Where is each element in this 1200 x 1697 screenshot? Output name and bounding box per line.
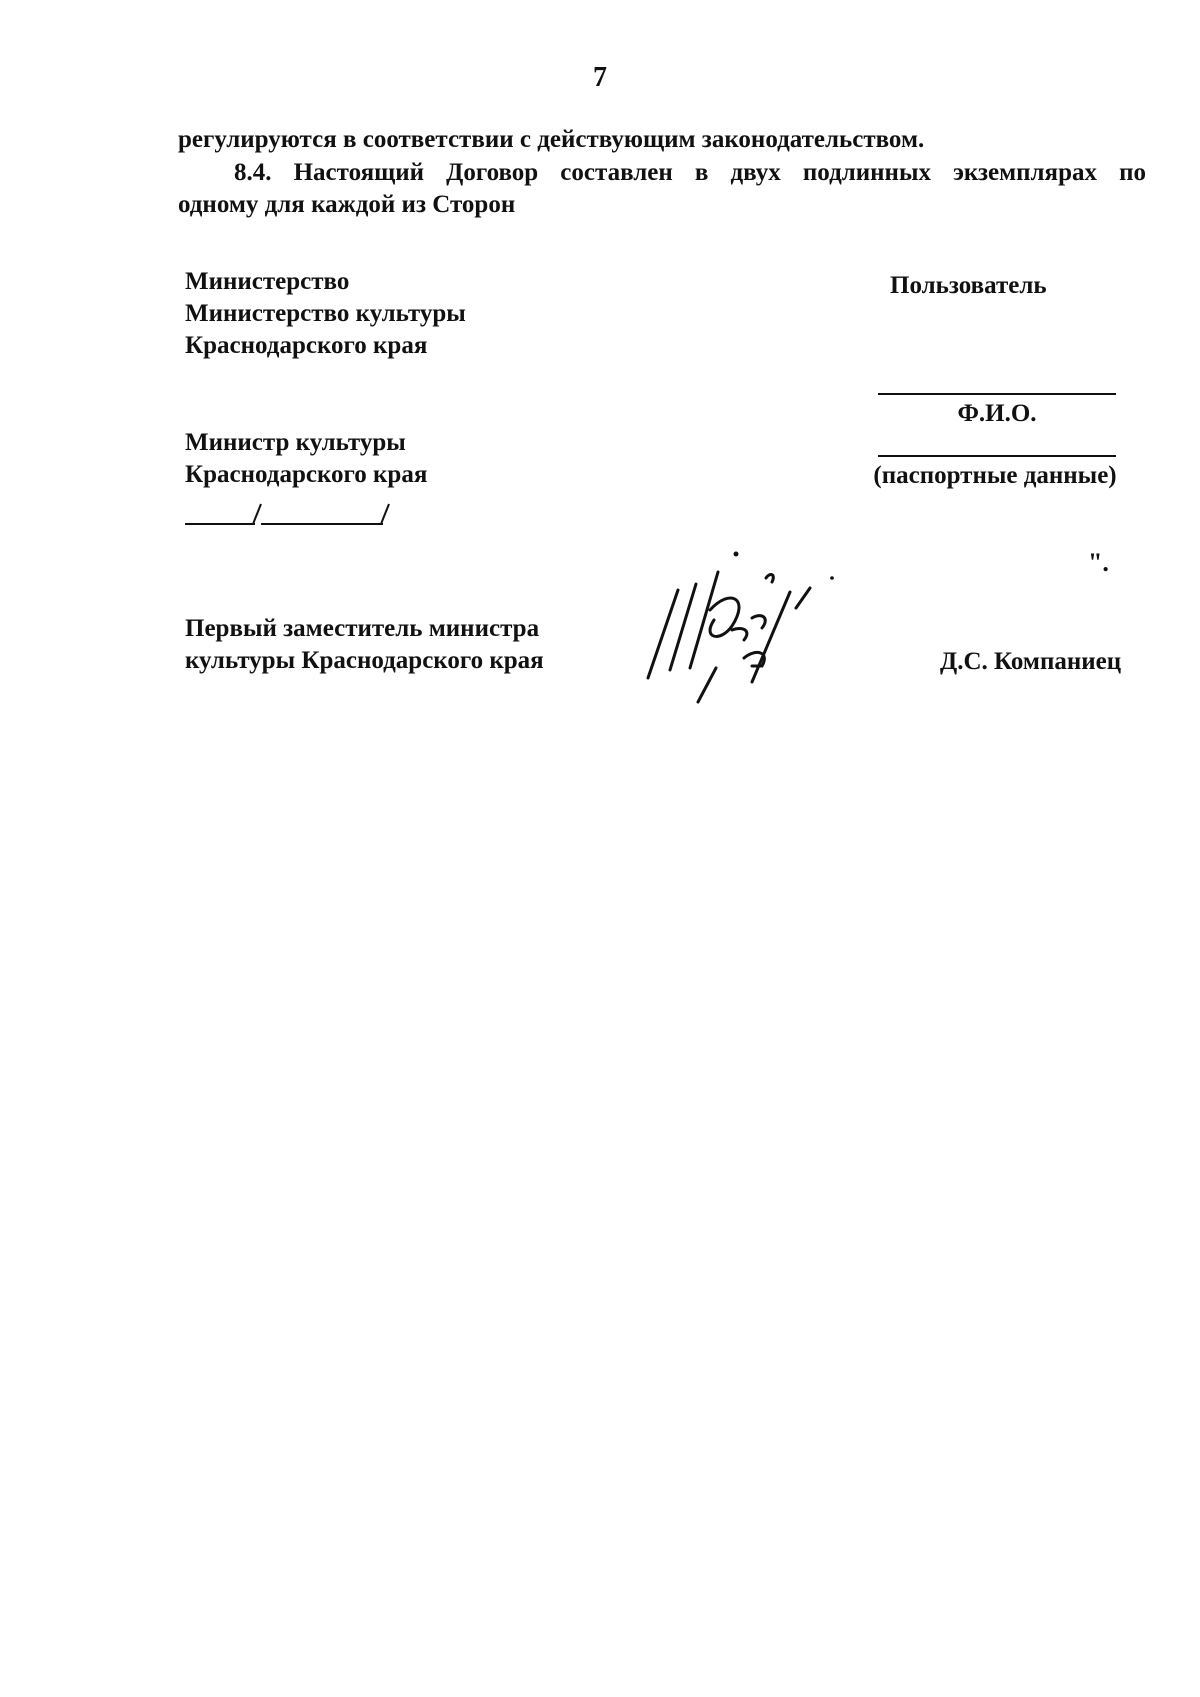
- handwritten-signature: [640, 548, 840, 708]
- fio-label: Ф.И.О.: [957, 400, 1037, 427]
- minister-title-line-2: Краснодарского края: [185, 461, 428, 488]
- passport-label: (паспортные данные): [873, 462, 1117, 489]
- deputy-title-line-2: культуры Краснодарского края: [185, 647, 544, 674]
- minister-title-line-1: Министр культуры: [185, 429, 406, 456]
- deputy-name: Д.С. Компаниец: [940, 648, 1122, 675]
- clause-8-4: 8.4. Настоящий Договор составлен в двух подлинных экземплярах по: [234, 159, 1146, 186]
- user-party-block: [890, 270, 1047, 302]
- user-label: Пользователь: [890, 272, 1047, 299]
- minister-block: [185, 427, 427, 491]
- ministry-party-block: [185, 266, 466, 362]
- fio-signature-rule: [878, 393, 1116, 395]
- body-line-1: регулируются в соответствии с действующим законодательством.: [178, 126, 925, 153]
- passport-signature-rule: [878, 455, 1116, 457]
- ministry-name-line-2: Краснодарского края: [185, 332, 428, 359]
- closing-mark: ".: [1088, 548, 1109, 577]
- ministry-label: Министерство: [185, 268, 350, 295]
- page-number: 7: [593, 62, 607, 93]
- body-line-3: одному для каждой из Сторон: [178, 191, 516, 218]
- minister-signature-line: [185, 498, 395, 526]
- deputy-title-line-1: Первый заместитель министра: [185, 615, 540, 642]
- deputy-block: [185, 613, 544, 677]
- ministry-name-line-1: Министерство культуры: [185, 300, 466, 327]
